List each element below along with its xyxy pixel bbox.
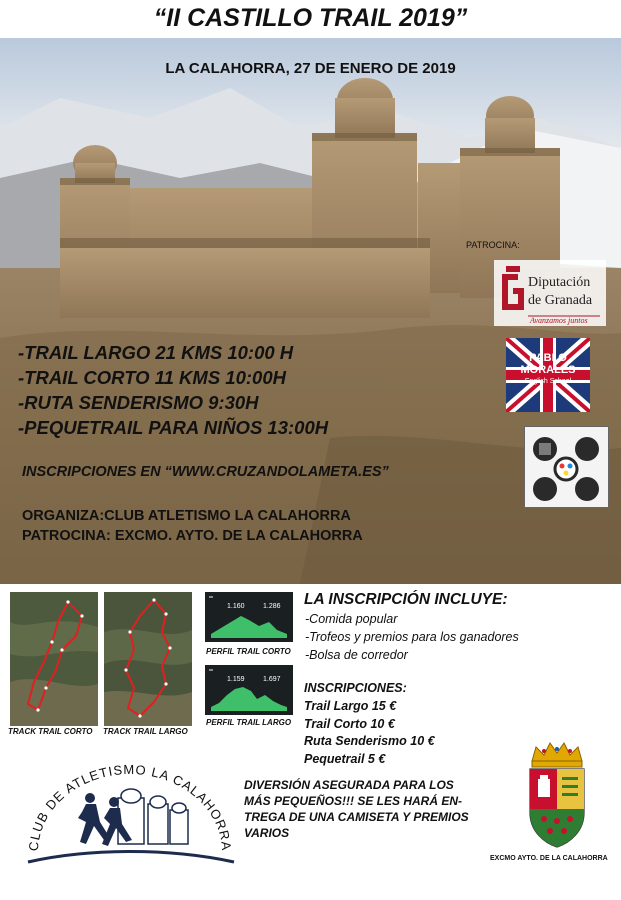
cicos-logo-icon bbox=[524, 426, 609, 508]
club-logo-arc-text: CLUB DE ATLETISMO LA CALAHORRA bbox=[25, 761, 235, 852]
includes-item: -Comida popular bbox=[305, 612, 398, 626]
profile-short-stat1: 1.160 bbox=[227, 603, 245, 610]
kids-note-line: TREGA DE UNA CAMISETA Y PREMIOS bbox=[244, 810, 469, 824]
sponsor-line: PATROCINA: EXCMO. AYTO. DE LA CALAHORRA bbox=[22, 528, 363, 544]
school-logo-line3: English School bbox=[524, 378, 572, 385]
profile-short-label: PERFIL TRAIL CORTO bbox=[206, 647, 291, 656]
price-item: Trail Corto 10 € bbox=[304, 716, 395, 731]
track-map-long bbox=[104, 592, 192, 726]
kids-note-line: VARIOS bbox=[244, 826, 290, 840]
elevation-profile-long bbox=[205, 665, 293, 715]
race-trail-corto: -TRAIL CORTO 11 KMS 10:00H bbox=[18, 367, 286, 388]
organizer-line: ORGANIZA:CLUB ATLETISMO LA CALAHORRA bbox=[22, 508, 351, 524]
kids-note bbox=[244, 777, 520, 841]
elevation-profile-short bbox=[205, 592, 293, 642]
school-logo-line1: PABLO bbox=[529, 352, 567, 364]
race-trail-largo: -TRAIL LARGO 21 KMS 10:00 H bbox=[18, 342, 294, 363]
price-item: Pequetrail 5 € bbox=[304, 751, 386, 766]
race-schedule bbox=[18, 340, 328, 440]
profile-long-stat1: 1.159 bbox=[227, 676, 245, 683]
race-ruta-senderismo: -RUTA SENDERISMO 9:30H bbox=[18, 392, 259, 413]
track-short-label: TRACK TRAIL CORTO bbox=[8, 727, 93, 736]
sponsor-label: PATROCINA: bbox=[466, 240, 520, 250]
includes-item: -Trofeos y premios para los ganadores bbox=[305, 630, 519, 644]
kids-note-line: MÁS PEQUEÑOS!!! SE LES HARÁ EN- bbox=[244, 794, 463, 808]
kids-note-line: DIVERSIÓN ASEGURADA PARA LOS bbox=[244, 778, 454, 792]
profile-long-label: PERFIL TRAIL LARGO bbox=[206, 718, 292, 727]
town-coat-of-arms-icon bbox=[522, 741, 592, 851]
diputacion-line1: Diputación bbox=[528, 275, 591, 290]
prices-list bbox=[304, 698, 435, 768]
diputacion-tagline: Avanzamos juntos bbox=[530, 316, 588, 325]
price-item: Trail Largo 15 € bbox=[304, 699, 397, 713]
school-logo-line2: MORALES bbox=[520, 364, 576, 376]
track-long-label: TRACK TRAIL LARGO bbox=[103, 727, 188, 736]
profile-short-stat2: 1.286 bbox=[263, 603, 281, 610]
race-pequetrail: -PEQUETRAIL PARA NIÑOS 13:00H bbox=[18, 417, 329, 438]
event-date-location: LA CALAHORRA, 27 DE ENERO DE 2019 bbox=[165, 60, 456, 77]
club-atletismo-logo bbox=[10, 752, 246, 874]
hero-castle-photo bbox=[0, 38, 621, 584]
town-hall-label: EXCMO AYTO. DE LA CALAHORRA bbox=[490, 855, 608, 862]
prices-heading: INSCRIPCIONES: bbox=[304, 681, 407, 695]
includes-heading: LA INSCRIPCIÓN INCLUYE: bbox=[304, 591, 508, 608]
diputacion-line2: de Granada bbox=[528, 293, 593, 308]
price-item: Ruta Senderismo 10 € bbox=[304, 734, 435, 748]
poster-title: “II CASTILLO TRAIL 2019” bbox=[153, 4, 468, 32]
track-map-short bbox=[10, 592, 98, 726]
includes-list bbox=[305, 610, 519, 664]
includes-item: -Bolsa de corredor bbox=[305, 648, 408, 662]
profile-long-stat2: 1.697 bbox=[263, 676, 281, 683]
registration-website: INSCRIPCIONES EN “WWW.CRUZANDOLAMETA.ES” bbox=[22, 464, 389, 480]
